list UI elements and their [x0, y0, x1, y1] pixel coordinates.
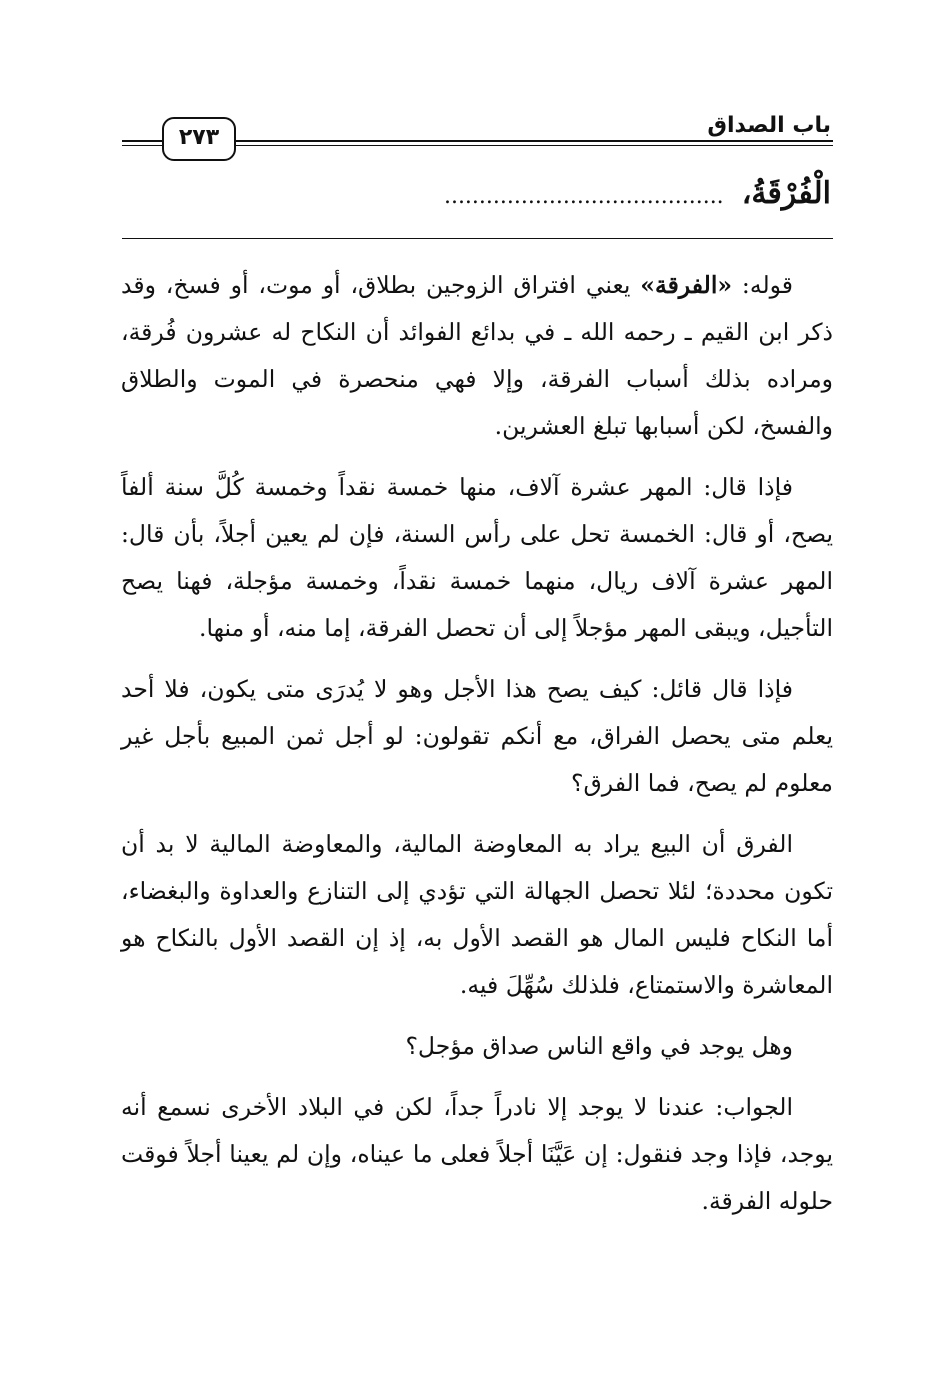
- header-rule: [232, 140, 833, 146]
- running-header-title: باب الصداق: [707, 113, 831, 138]
- paragraph-lead: قوله:: [732, 271, 793, 299]
- matn-text: الْفُرْقَةُ،: [741, 176, 831, 211]
- header-rule-left: [122, 140, 162, 146]
- paragraph: فإذا قال: المهر عشرة آلاف، منها خمسة نقداً وخمسة كُلَّ سنة ألفاً يصح، أو قال: الخمسة تحل على رأس السنة، فإن لم يعين أجلاً، بأن قال: المهر عشرة آلاف ريال، منهما خمسة نقداً، وخمسة مؤجلة، فهنا يصح التأجيل، ويبقى المهر مؤجلاً إلى أن تحصل الفرقة، إما منه، أو منها.: [121, 473, 833, 642]
- paragraph: [121, 262, 833, 450]
- paragraph: الفرق أن البيع يراد به المعاوضة المالية، والمعاوضة المالية لا بد أن تكون محددة؛ لئلا تحصل الجهالة التي تؤدي إلى التنازع والعداوة والبغضاء، أما النكاح فليس المال هو القصد الأول به، إذ إن القصد الأول بالنكاح هو المعاشرة والاستمتاع، فلذلك سُهِّلَ فيه.: [121, 830, 833, 999]
- matn-dots: ........................................: [443, 184, 724, 209]
- paragraph-text: يعني افتراق الزوجين بطلاق، أو موت، أو فسخ، وقد ذكر ابن القيم ـ رحمه الله ـ في بدائع الفوائد أن النكاح له عشرون فُرقة، ومراده بذلك أسباب الفرقة، وإلا فهي منحصرة في الموت والطلاق والفسخ، لكن أسبابها تبلغ العشرين.: [121, 271, 833, 440]
- page-number: ٢٧٣: [162, 117, 236, 161]
- commentary-body: [121, 262, 833, 1239]
- paragraph: فإذا قال قائل: كيف يصح هذا الأجل وهو لا يُدرَى متى يكون، فلا أحد يعلم متى يحصل الفراق، مع أنكم تقولون: لو أجل ثمن المبيع بأجل غير معلوم لم يصح، فما الفرق؟: [121, 675, 833, 797]
- paragraph: الجواب: عندنا لا يوجد إلا نادراً جداً، لكن في البلاد الأخرى نسمع أنه يوجد، فإذا وجد فنقول: إن عَيَّنَا أجلاً فعلى ما عيناه، وإن لم يعينا أجلاً فوقت حلوله الفرقة.: [121, 1093, 833, 1215]
- quoted-keyword: «الفرقة»: [640, 271, 733, 299]
- paragraph: وهل يوجد في واقع الناس صداق مؤجل؟: [405, 1032, 793, 1060]
- matn-divider: [122, 238, 833, 239]
- matn-line: [121, 172, 831, 219]
